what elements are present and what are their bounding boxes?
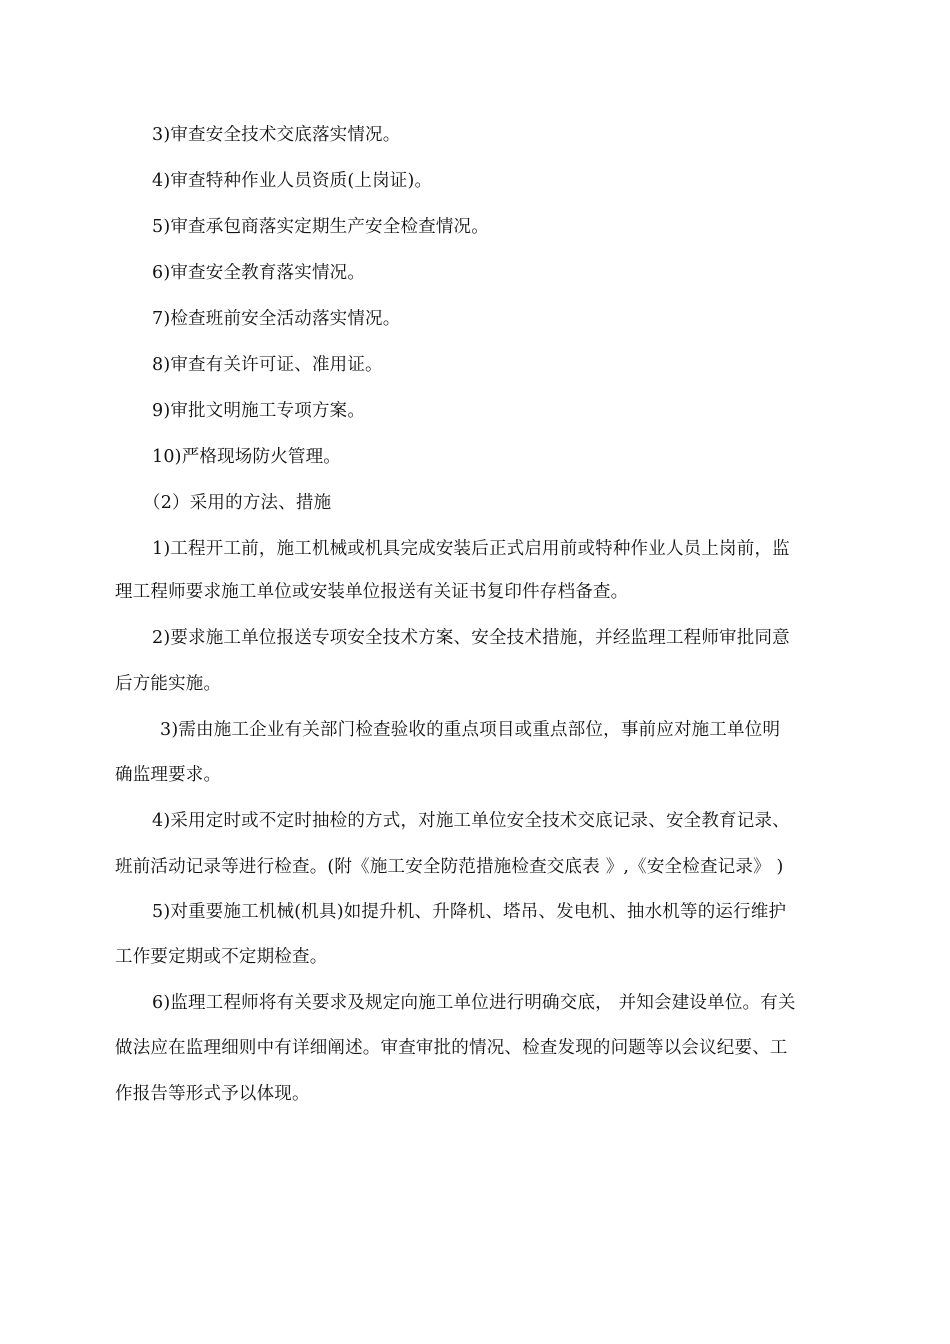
list-item-10: 10)严格现场防火管理。 (152, 447, 341, 467)
measure-2-line-2: 后方能实施。 (115, 674, 222, 694)
list-item-9: 9)审批文明施工专项方案。 (152, 401, 366, 421)
measure-3-line-2: 确监理要求。 (115, 765, 222, 785)
measure-5-line-2: 工作要定期或不定期检查。 (115, 947, 328, 967)
measure-1-line-1: 1)工程开工前，施工机械或机具完成安装后正式启用前或特种作业人员上岗前，监 (152, 539, 790, 559)
measure-2-line-1: 2)要求施工单位报送专项安全技术方案、安全技术措施，并经监理工程师审批同意 (152, 628, 790, 648)
list-item-5: 5)审查承包商落实定期生产安全检查情况。 (152, 217, 489, 237)
measure-5-line-1: 5)对重要施工机械(机具)如提升机、升降机、塔吊、发电机、抽水机等的运行维护 (152, 902, 787, 922)
list-item-8: 8)审查有关许可证、准用证。 (152, 355, 383, 375)
section-heading: （2）采用的方法、措施 (143, 493, 332, 513)
measure-6-line-1: 6)监理工程师将有关要求及规定向施工单位进行明确交底， 并知会建设单位。有关 (152, 993, 796, 1013)
measure-6-line-3: 作报告等形式予以体现。 (115, 1084, 310, 1104)
list-item-4: 4)审查特种作业人员资质(上岗证)。 (152, 171, 433, 191)
list-item-7: 7)检查班前安全活动落实情况。 (152, 309, 401, 329)
list-item-3: 3)审查安全技术交底落实情况。 (152, 125, 401, 145)
measure-1-line-2: 理工程师要求施工单位或安装单位报送有关证书复印件存档备查。 (115, 582, 629, 602)
measure-4-line-2: 班前活动记录等进行检查。(附《施工安全防范措施检查交底表 》,《安全检查记录》 ) (115, 857, 784, 877)
measure-6-line-2: 做法应在监理细则中有详细阐述。审查审批的情况、检查发现的问题等以会议纪要、工 (115, 1038, 788, 1058)
measure-4-line-1: 4)采用定时或不定时抽检的方式，对施工单位安全技术交底记录、安全教育记录、 (152, 811, 790, 831)
measure-3-line-1: 3)需由施工企业有关部门检查验收的重点项目或重点部位，事前应对施工单位明 (160, 720, 781, 740)
list-item-6: 6)审查安全教育落实情况。 (152, 263, 366, 283)
